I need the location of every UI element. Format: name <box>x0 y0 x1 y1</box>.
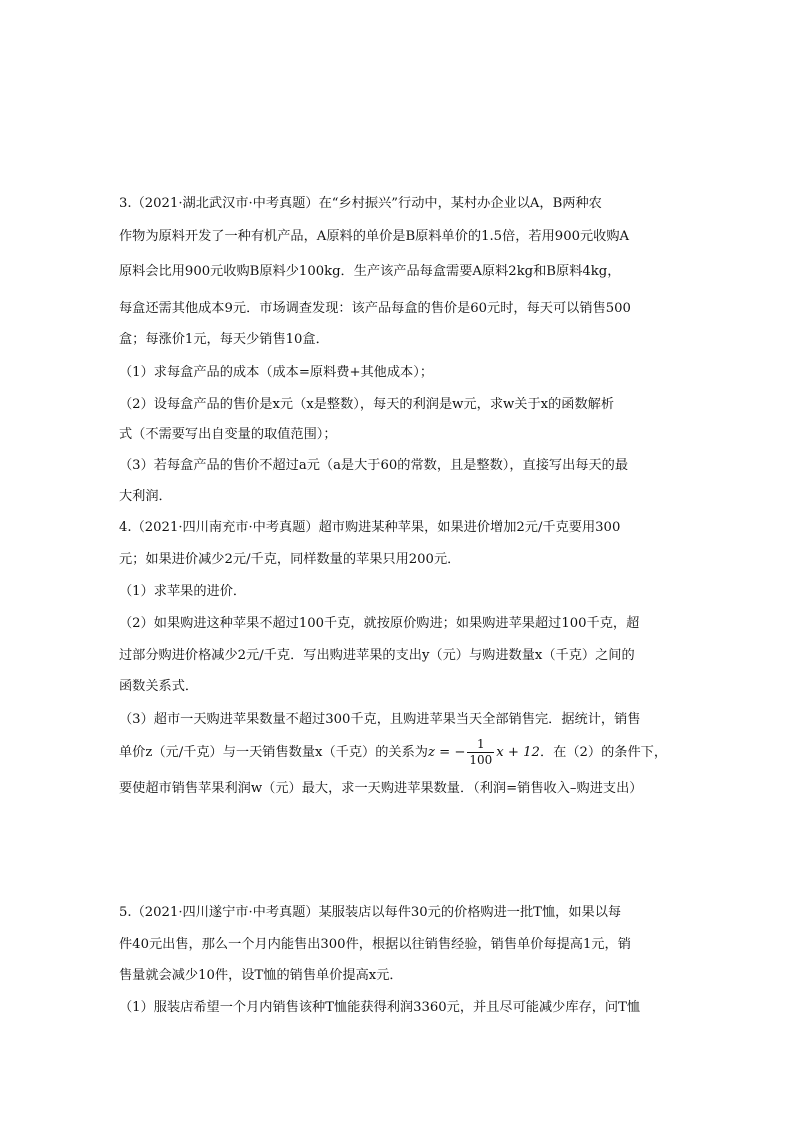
q3-line-2: 作物为原料开发了一种有机产品，A原料的单价是B原料单价的1.5倍，若用900元收购A <box>119 229 630 244</box>
q3-part-3-line-1: （3）若每盒产品的售价不超过a元（a是大于60的常数，且是整数），直接写出每天的最 <box>119 458 629 473</box>
q3-line-3: 原料会比用900元收购B原料少100kg．生产该产品每盒需要A原料2kg和B原料4kg， <box>119 264 621 279</box>
q4-part-2-line-1: （2）如果购进这种苹果不超过100千克，就按原价购进；如果购进苹果超过100千克，超 <box>119 616 640 631</box>
q4-part-2-line-2: 过部分购进价格减少2元/千克．写出购进苹果的支出y（元）与购进数量x（千克）之间的 <box>119 648 635 663</box>
q3-part-1: （1）求每盒产品的成本（成本=原料费+其他成本）； <box>119 365 434 380</box>
q4-p3-text-pre: 单价z（元/千克）与一天销售数量x（千克）的关系为 <box>119 745 428 760</box>
q4-part-2-line-3: 函数关系式． <box>119 679 199 694</box>
q3-line-4: 每盒还需其他成本9元．市场调查发现：该产品每盒的售价是60元时，每天可以销售500 <box>119 301 631 316</box>
q5-line-1: 5.（2021·四川遂宁市·中考真题）某服装店以每件30元的价格购进一批T恤，如果以每 <box>119 905 622 920</box>
formula-lhs: z = − <box>427 745 466 760</box>
q3-line-1: 3.（2021·湖北武汉市·中考真题）在“乡村振兴”行动中，某村办企业以A，B两种农 <box>119 196 602 211</box>
q3-line-5: 盒；每涨价1元，每天少销售10盒． <box>119 332 329 347</box>
fraction-numerator: 1 <box>467 737 494 753</box>
q4-p3-text-post: ．在（2）的条件下， <box>539 745 668 760</box>
formula-rhs: x + 12 <box>496 745 540 760</box>
q5-line-3: 售量就会减少10件，设T恤的销售单价提高x元． <box>119 968 403 983</box>
q3-part-2-line-2: 式（不需要写出自变量的取值范围）； <box>119 427 337 442</box>
fraction <box>467 737 494 768</box>
fraction-denominator: 100 <box>469 753 493 767</box>
q4-part-3-line-1: （3）超市一天购进苹果数量不超过300千克，且购进苹果当天全部销售完．据统计，销售 <box>119 712 641 727</box>
q4-line-1: 4.（2021·四川南充市·中考真题）超市购进某种苹果，如果进价增加2元/千克要用300 <box>119 520 621 535</box>
q3-part-2-line-1: （2）设每盒产品的售价是x元（x是整数），每天的利润是w元，求w关于x的函数解析 <box>119 397 615 412</box>
q4-part-3-line-3: 要使超市销售苹果利润w（元）最大，求一天购进苹果数量．（利润=销售收入–购进支出） <box>119 781 643 796</box>
q3-part-3-line-2: 大利润． <box>119 489 172 504</box>
q4-part-1: （1）求苹果的进价． <box>119 584 247 599</box>
q5-part-1: （1）服装店希望一个月内销售该种T恤能获得利润3360元，并且尽可能减少库存，问T恤 <box>119 1000 641 1015</box>
q4-line-2: 元；如果进价减少2元/千克，同样数量的苹果只用200元． <box>119 552 461 567</box>
q5-line-2: 件40元出售，那么一个月内能售出300件，根据以往销售经验，销售单价每提高1元，销 <box>119 937 631 952</box>
q4-part-3-line-2 <box>119 736 667 770</box>
